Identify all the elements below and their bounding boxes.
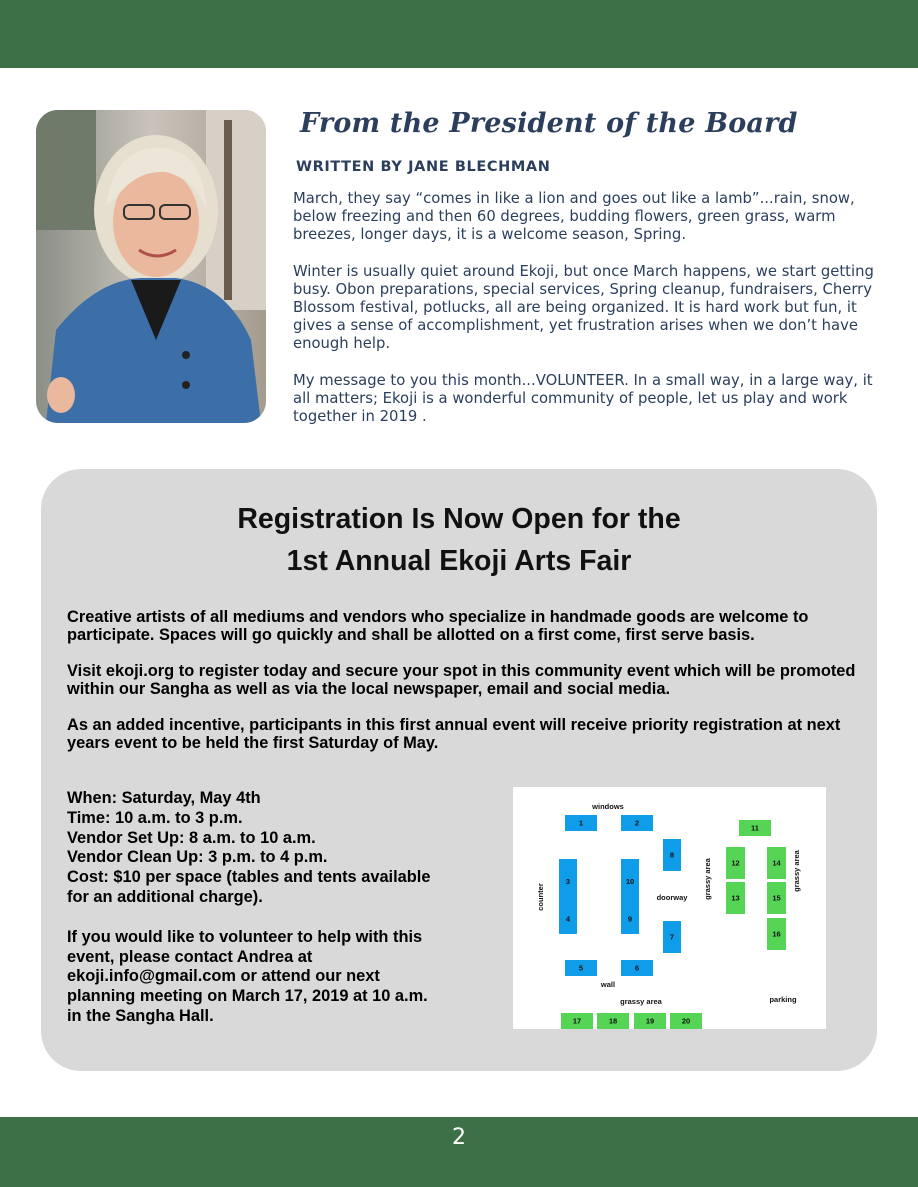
booth-17 — [561, 1013, 593, 1029]
booth-4 — [559, 904, 577, 934]
booth-number: 19 — [645, 1016, 655, 1026]
registration-body — [67, 608, 867, 770]
registration-paragraph: Visit ekoji.org to register today and secure your spot in this community event which will be promoted within our Sangha as well as via the local newspaper, email and social media. — [67, 662, 856, 698]
registration-paragraph: Creative artists of all mediums and vendors who specialize in handmade goods are welcome to participate. Spaces will go quickly and shall be allotted on a first come, first serve basis. — [67, 608, 809, 644]
booth-13 — [726, 882, 745, 914]
event-when: When: Saturday, May 4th — [67, 789, 261, 807]
booth-number: 2 — [634, 818, 640, 828]
booth-20 — [670, 1013, 702, 1029]
booth-number: 20 — [681, 1016, 691, 1026]
article-paragraph: March, they say “comes in like a lion and goes out like a lamb”...rain, snow, below freezing and then 60 degrees, budding flowers, green grass, warm breezes, longer days, it is a welcome season, Spring. — [293, 190, 855, 244]
president-photo — [36, 110, 266, 423]
booth-11 — [739, 820, 771, 836]
registration-title-line: Registration Is Now Open for the — [237, 503, 681, 535]
map-label-grassy-area-left: grassy area — [703, 858, 712, 900]
volunteer-line: in the Sangha Hall. — [67, 1006, 214, 1025]
booth-12 — [726, 847, 745, 879]
booth-14 — [767, 847, 786, 879]
booth-number: 11 — [751, 823, 759, 833]
volunteer-line: If you would like to volunteer to help with this — [67, 927, 423, 946]
booth-3 — [559, 859, 577, 904]
booth-number: 3 — [565, 877, 571, 887]
booth-number: 5 — [578, 963, 584, 973]
booth-number: 9 — [627, 914, 633, 924]
article-paragraph: My message to you this month...VOLUNTEER. In a small way, in a large way, it all matters; Ekoji is a wonderful community of people, let us play and work together in 2019 . — [293, 371, 873, 426]
volunteer-line: planning meeting on March 17, 2019 at 10 a.m. — [67, 987, 428, 1006]
booth-number: 15 — [772, 893, 781, 903]
map-label-parking: parking — [769, 995, 797, 1004]
president-article-body — [293, 190, 891, 444]
booth-number: 12 — [731, 858, 740, 868]
booth-number: 14 — [772, 858, 781, 868]
map-label-doorway: doorway — [656, 893, 688, 902]
booth-7 — [663, 921, 681, 953]
event-cost-cont: for an additional charge). — [67, 887, 263, 906]
booth-19 — [634, 1013, 666, 1029]
registration-title — [0, 498, 918, 582]
booth-number: 16 — [772, 929, 781, 939]
booth-9 — [621, 904, 639, 934]
registration-paragraph: As an added incentive, participants in this first annual event will receive priority registration at next years event to be held the first Saturday of May. — [67, 716, 841, 752]
top-banner — [0, 0, 918, 68]
booth-number: 7 — [669, 932, 675, 942]
map-label-wall: wall — [600, 980, 616, 989]
event-cost: Cost: $10 per space (tables and tents available — [67, 868, 431, 887]
map-label-counter: counter — [536, 883, 545, 911]
booth-number: 17 — [572, 1016, 582, 1026]
booth-number: 18 — [608, 1016, 618, 1026]
volunteer-line: ekoji.info@gmail.com or attend our next — [67, 967, 380, 986]
booth-6 — [621, 960, 653, 976]
booth-1 — [565, 815, 597, 831]
registration-title-line: 1st Annual Ekoji Arts Fair — [286, 545, 632, 577]
booth-2 — [621, 815, 653, 831]
event-cleanup: Vendor Clean Up: 3 p.m. to 4 p.m. — [67, 848, 328, 867]
booth-10 — [621, 859, 639, 904]
page-number: 2 — [452, 1125, 466, 1150]
event-details — [67, 789, 487, 1027]
booth-8 — [663, 839, 681, 871]
booth-number: 1 — [578, 818, 584, 828]
booth-number: 8 — [669, 850, 675, 860]
article-paragraph: Winter is usually quiet around Ekoji, but once March happens, we start getting busy. Obon preparations, special services, Spring cleanup, fundraisers, Cherry Blossom festival, potlucks, all are being organized. It is hard work but fun, it gives a sense of accomplishment, yet frustration arises when we don’t have enough help. — [293, 262, 874, 353]
booth-map — [513, 787, 826, 1029]
booth-number: 10 — [625, 877, 635, 887]
article-byline: WRITTEN BY JANE BLECHMAN — [296, 159, 551, 175]
map-label-windows: windows — [592, 802, 624, 811]
event-setup: Vendor Set Up: 8 a.m. to 10 a.m. — [67, 828, 316, 847]
map-label-grassy-area: grassy area — [620, 997, 662, 1006]
booth-number: 4 — [565, 914, 571, 924]
booth-18 — [597, 1013, 629, 1029]
booth-5 — [565, 960, 597, 976]
map-label-grassy-area-right: grassy area — [792, 850, 801, 892]
booth-16 — [767, 918, 786, 950]
booth-number: 6 — [634, 963, 640, 973]
booth-15 — [767, 882, 786, 914]
event-time: Time: 10 a.m. to 3 p.m. — [67, 808, 243, 827]
volunteer-line: event, please contact Andrea at — [67, 947, 313, 966]
booth-number: 13 — [731, 893, 740, 903]
president-article-title: From the President of the Board — [300, 108, 798, 139]
